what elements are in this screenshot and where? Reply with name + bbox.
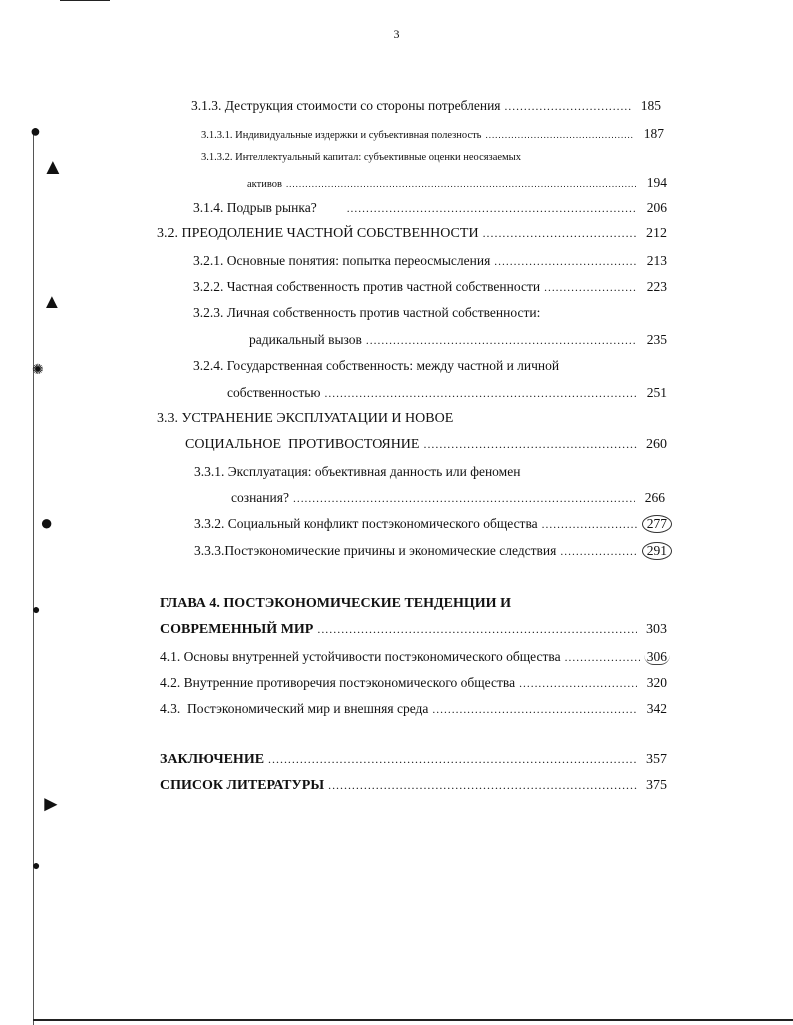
punch-hole-mark-icon: ● <box>40 510 54 535</box>
toc-entry-title: 3.1.3.1. Индивидуальные издержки и субъективная полезность <box>201 130 482 141</box>
leader-dots <box>560 546 637 558</box>
toc-entry <box>160 622 667 638</box>
scan-left-edge-line <box>33 130 34 1025</box>
leader-dots <box>423 437 637 452</box>
toc-entry-title: 3.3.2. Социальный конфликт постэкономического общества <box>194 516 538 531</box>
toc-entry-page: 342 <box>646 701 667 716</box>
toc-entry <box>249 332 667 348</box>
toc-entry-page: 320 <box>646 675 667 690</box>
leader-dots <box>519 678 637 690</box>
toc-entry-title: 3.3.3.Постэкономические причины и экономические следствия <box>194 543 557 558</box>
punch-hole-mark-icon: ● <box>32 859 41 874</box>
leader-dots <box>485 130 634 140</box>
toc-entry-page: 213 <box>646 253 667 268</box>
leader-dots <box>328 778 637 793</box>
toc-entry <box>160 701 667 717</box>
leader-dots <box>347 203 637 215</box>
toc-entry-title: 4.2. Внутренние противоречия постэкономического общества <box>160 675 516 690</box>
toc-entry-title: 3.2. ПРЕОДОЛЕНИЕ ЧАСТНОЙ СОБСТВЕННОСТИ <box>157 226 479 241</box>
toc-entry <box>160 675 667 691</box>
handwritten-circle-mark: 291 <box>642 542 672 560</box>
toc-entry <box>193 279 667 295</box>
leader-dots <box>494 256 637 268</box>
toc-entry-page: 251 <box>646 385 667 400</box>
page-number: 3 <box>393 27 400 41</box>
toc-entry-page <box>644 649 670 665</box>
toc-entry-title-line1: 3.3.1. Эксплуатация: объективная данность или феномен <box>194 464 521 479</box>
punch-hole-mark-icon: ▲ <box>42 291 62 313</box>
leader-dots <box>544 282 637 294</box>
toc-entry-page: 235 <box>646 332 667 347</box>
toc-entry-page: 357 <box>646 752 667 767</box>
leader-dots <box>317 622 637 637</box>
punch-hole-mark-icon: ✺ <box>32 363 44 378</box>
toc-entry-title-line2: сознания? <box>231 490 289 505</box>
toc-entry-page: 194 <box>646 175 667 190</box>
leader-dots <box>542 519 638 531</box>
toc-entry <box>231 490 665 506</box>
leader-dots <box>268 752 637 767</box>
toc-entry-title-line1: 3.2.3. Личная собственность против частной собственности: <box>193 305 541 320</box>
chapter-heading-line1: ГЛАВА 4. ПОСТЭКОНОМИЧЕСКИЕ ТЕНДЕНЦИИ И <box>160 596 511 611</box>
toc-entry-title: 4.3. Постэкономический мир и внешняя среда <box>160 701 429 716</box>
leader-dots <box>432 704 637 716</box>
toc-entry-page: 206 <box>646 200 667 215</box>
handwritten-circle-mark: 277 <box>642 515 672 533</box>
scan-bottom-edge-line <box>33 1019 793 1021</box>
punch-hole-mark-icon: ● <box>32 603 41 618</box>
punch-hole-mark-icon: ► <box>40 791 62 816</box>
toc-entry <box>194 542 672 560</box>
toc-entry-title: 3.2.2. Частная собственность против частной собственности <box>193 279 541 294</box>
toc-entry-title: 3.1.4. Подрыв рынка? <box>193 200 317 215</box>
punch-hole-mark-icon: ● <box>30 121 41 141</box>
handwritten-underline-mark: 306 <box>644 649 670 665</box>
toc-entry <box>247 175 667 191</box>
toc-entry-title-line2: активов <box>247 179 282 190</box>
chapter-heading-line2: СОВРЕМЕННЫЙ МИР <box>160 622 314 637</box>
toc-entry-title: ЗАКЛЮЧЕНИЕ <box>160 752 265 767</box>
toc-entry-page: 266 <box>644 490 665 505</box>
leader-dots <box>483 226 637 241</box>
toc-entry <box>157 226 667 242</box>
toc-entry-page: 375 <box>646 778 667 793</box>
toc-entry-title-line2: собственностью <box>227 385 321 400</box>
toc-entry <box>193 200 667 216</box>
toc-entry-page <box>642 515 672 533</box>
toc-entry-title: 3.2.1. Основные понятия: попытка переосмысления <box>193 253 491 268</box>
toc-entry-page: 185 <box>640 98 661 113</box>
toc-entry-title-line2: радикальный вызов <box>249 332 362 347</box>
toc-entry-title: 3.1.3. Деструкция стоимости со стороны потребления <box>191 98 501 113</box>
toc-entry-title-line1: 3.3. УСТРАНЕНИЕ ЭКСПЛУАТАЦИИ И НОВОЕ <box>157 411 454 426</box>
toc-entry-title: СПИСОК ЛИТЕРАТУРЫ <box>160 778 325 793</box>
toc-entry-page <box>642 542 672 560</box>
leader-dots <box>505 101 631 113</box>
toc-entry <box>185 437 667 453</box>
leader-dots <box>293 493 635 505</box>
leader-dots <box>324 388 637 400</box>
toc-entry <box>191 98 661 114</box>
leader-dots <box>565 652 640 664</box>
toc-entry <box>160 649 670 665</box>
toc-entry <box>160 752 667 768</box>
toc-entry <box>194 515 672 533</box>
toc-entry-page: 223 <box>646 279 667 294</box>
toc-entry-page: 212 <box>646 226 667 241</box>
toc-entry-title-line1: 3.2.4. Государственная собственность: между частной и личной <box>193 358 560 373</box>
toc-entry-title-line2: СОЦИАЛЬНОЕ ПРОТИВОСТОЯНИЕ <box>185 437 420 452</box>
leader-dots <box>286 179 637 189</box>
toc-entry <box>201 126 664 142</box>
leader-dots <box>366 335 637 347</box>
punch-hole-mark-icon: ▲ <box>42 154 64 179</box>
scan-top-edge-line <box>60 0 110 1</box>
toc-entry <box>227 385 667 401</box>
toc-entry-page: 187 <box>643 126 664 141</box>
toc-entry-page: 303 <box>646 622 667 637</box>
toc-entry-title: 4.1. Основы внутренней устойчивости постэкономического общества <box>160 649 561 664</box>
toc-entry-title-line1: 3.1.3.2. Интеллектуальный капитал: субъективные оценки неосязаемых <box>201 152 521 163</box>
toc-entry <box>160 778 667 794</box>
toc-entry-page: 260 <box>646 437 667 452</box>
toc-entry <box>193 253 667 269</box>
